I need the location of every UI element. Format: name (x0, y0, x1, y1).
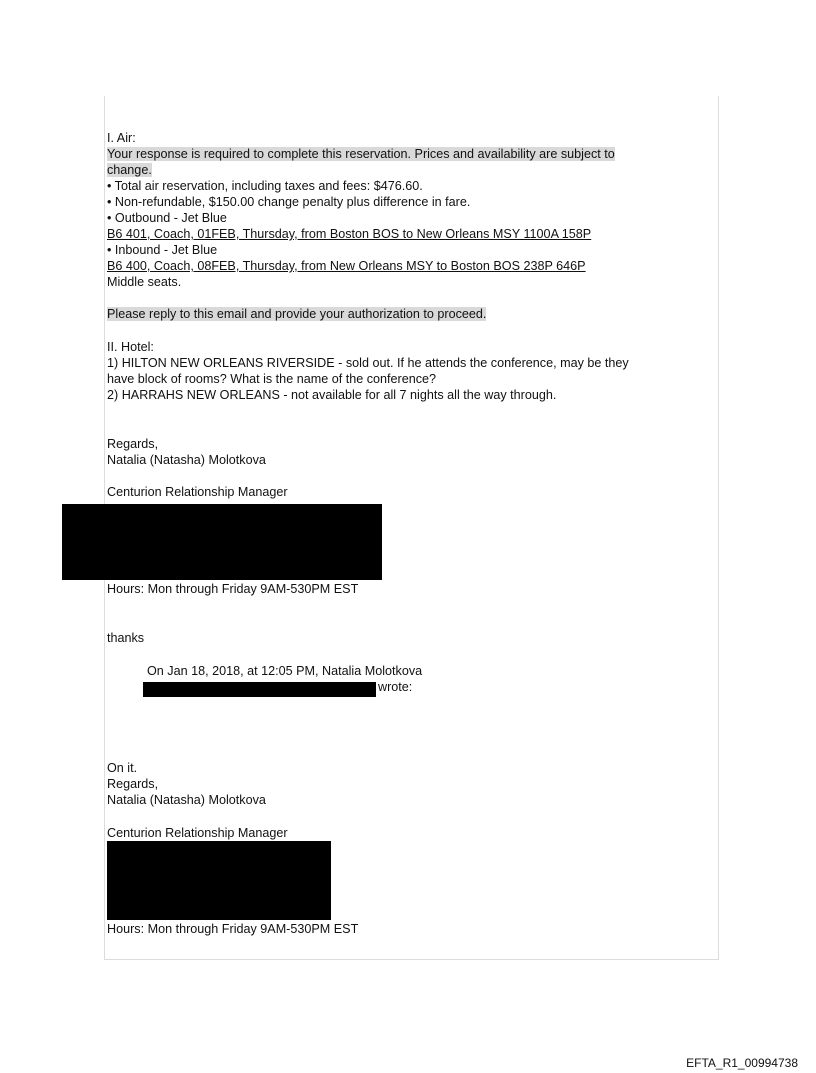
quote-wrote: wrote: (378, 680, 413, 694)
signature1-hours: Hours: Mon through Friday 9AM-530PM EST (107, 582, 359, 596)
reply-thanks: thanks (107, 631, 145, 645)
air-seats-note: Middle seats. (107, 275, 182, 289)
redaction-block (62, 504, 382, 580)
redaction-email (143, 682, 376, 697)
hotel-item1-line2: have block of rooms? What is the name of the conference? (107, 372, 437, 386)
air-total-bullet: • Total air reservation, including taxes and fees: $476.60. (107, 179, 423, 193)
hotel-item2: 2) HARRAHS NEW ORLEANS - not available for all 7 nights all the way through. (107, 388, 557, 402)
signature2-regards: Regards, (107, 777, 159, 791)
signature2-on-it: On it. (107, 761, 138, 775)
signature1-regards: Regards, (107, 437, 159, 451)
outbound-flight-details: B6 401, Coach, 01FEB, Thursday, from Boston BOS to New Orleans MSY 1100A 158P (107, 227, 592, 241)
inbound-flight-details: B6 400, Coach, 08FEB, Thursday, from New Orleans MSY to Boston BOS 238P 646P (107, 259, 586, 273)
quote-header: On Jan 18, 2018, at 12:05 PM, Natalia Molotkova (147, 664, 423, 678)
air-notice-line1: Your response is required to complete this reservation. Prices and availability are subject to (107, 147, 615, 161)
air-heading: I. Air: (107, 131, 136, 145)
air-notice-line2: change. (107, 163, 152, 177)
document-id: EFTA_R1_00994738 (686, 1056, 798, 1070)
authorization-request: Please reply to this email and provide your authorization to proceed. (107, 307, 487, 321)
air-outbound-bullet: • Outbound - Jet Blue (107, 211, 227, 225)
signature1-name: Natalia (Natasha) Molotkova (107, 453, 266, 467)
signature2-name: Natalia (Natasha) Molotkova (107, 793, 266, 807)
signature1-title: Centurion Relationship Manager (107, 485, 288, 499)
signature2-hours: Hours: Mon through Friday 9AM-530PM EST (107, 922, 359, 936)
air-inbound-bullet: • Inbound - Jet Blue (107, 243, 218, 257)
hotel-heading: II. Hotel: (107, 340, 154, 354)
signature2-title: Centurion Relationship Manager (107, 826, 288, 840)
redaction-block (107, 841, 331, 920)
hotel-item1-line1: 1) HILTON NEW ORLEANS RIVERSIDE - sold out. If he attends the conference, may be they (107, 356, 629, 370)
air-nonrefundable-bullet: • Non-refundable, $150.00 change penalty plus difference in fare. (107, 195, 471, 209)
